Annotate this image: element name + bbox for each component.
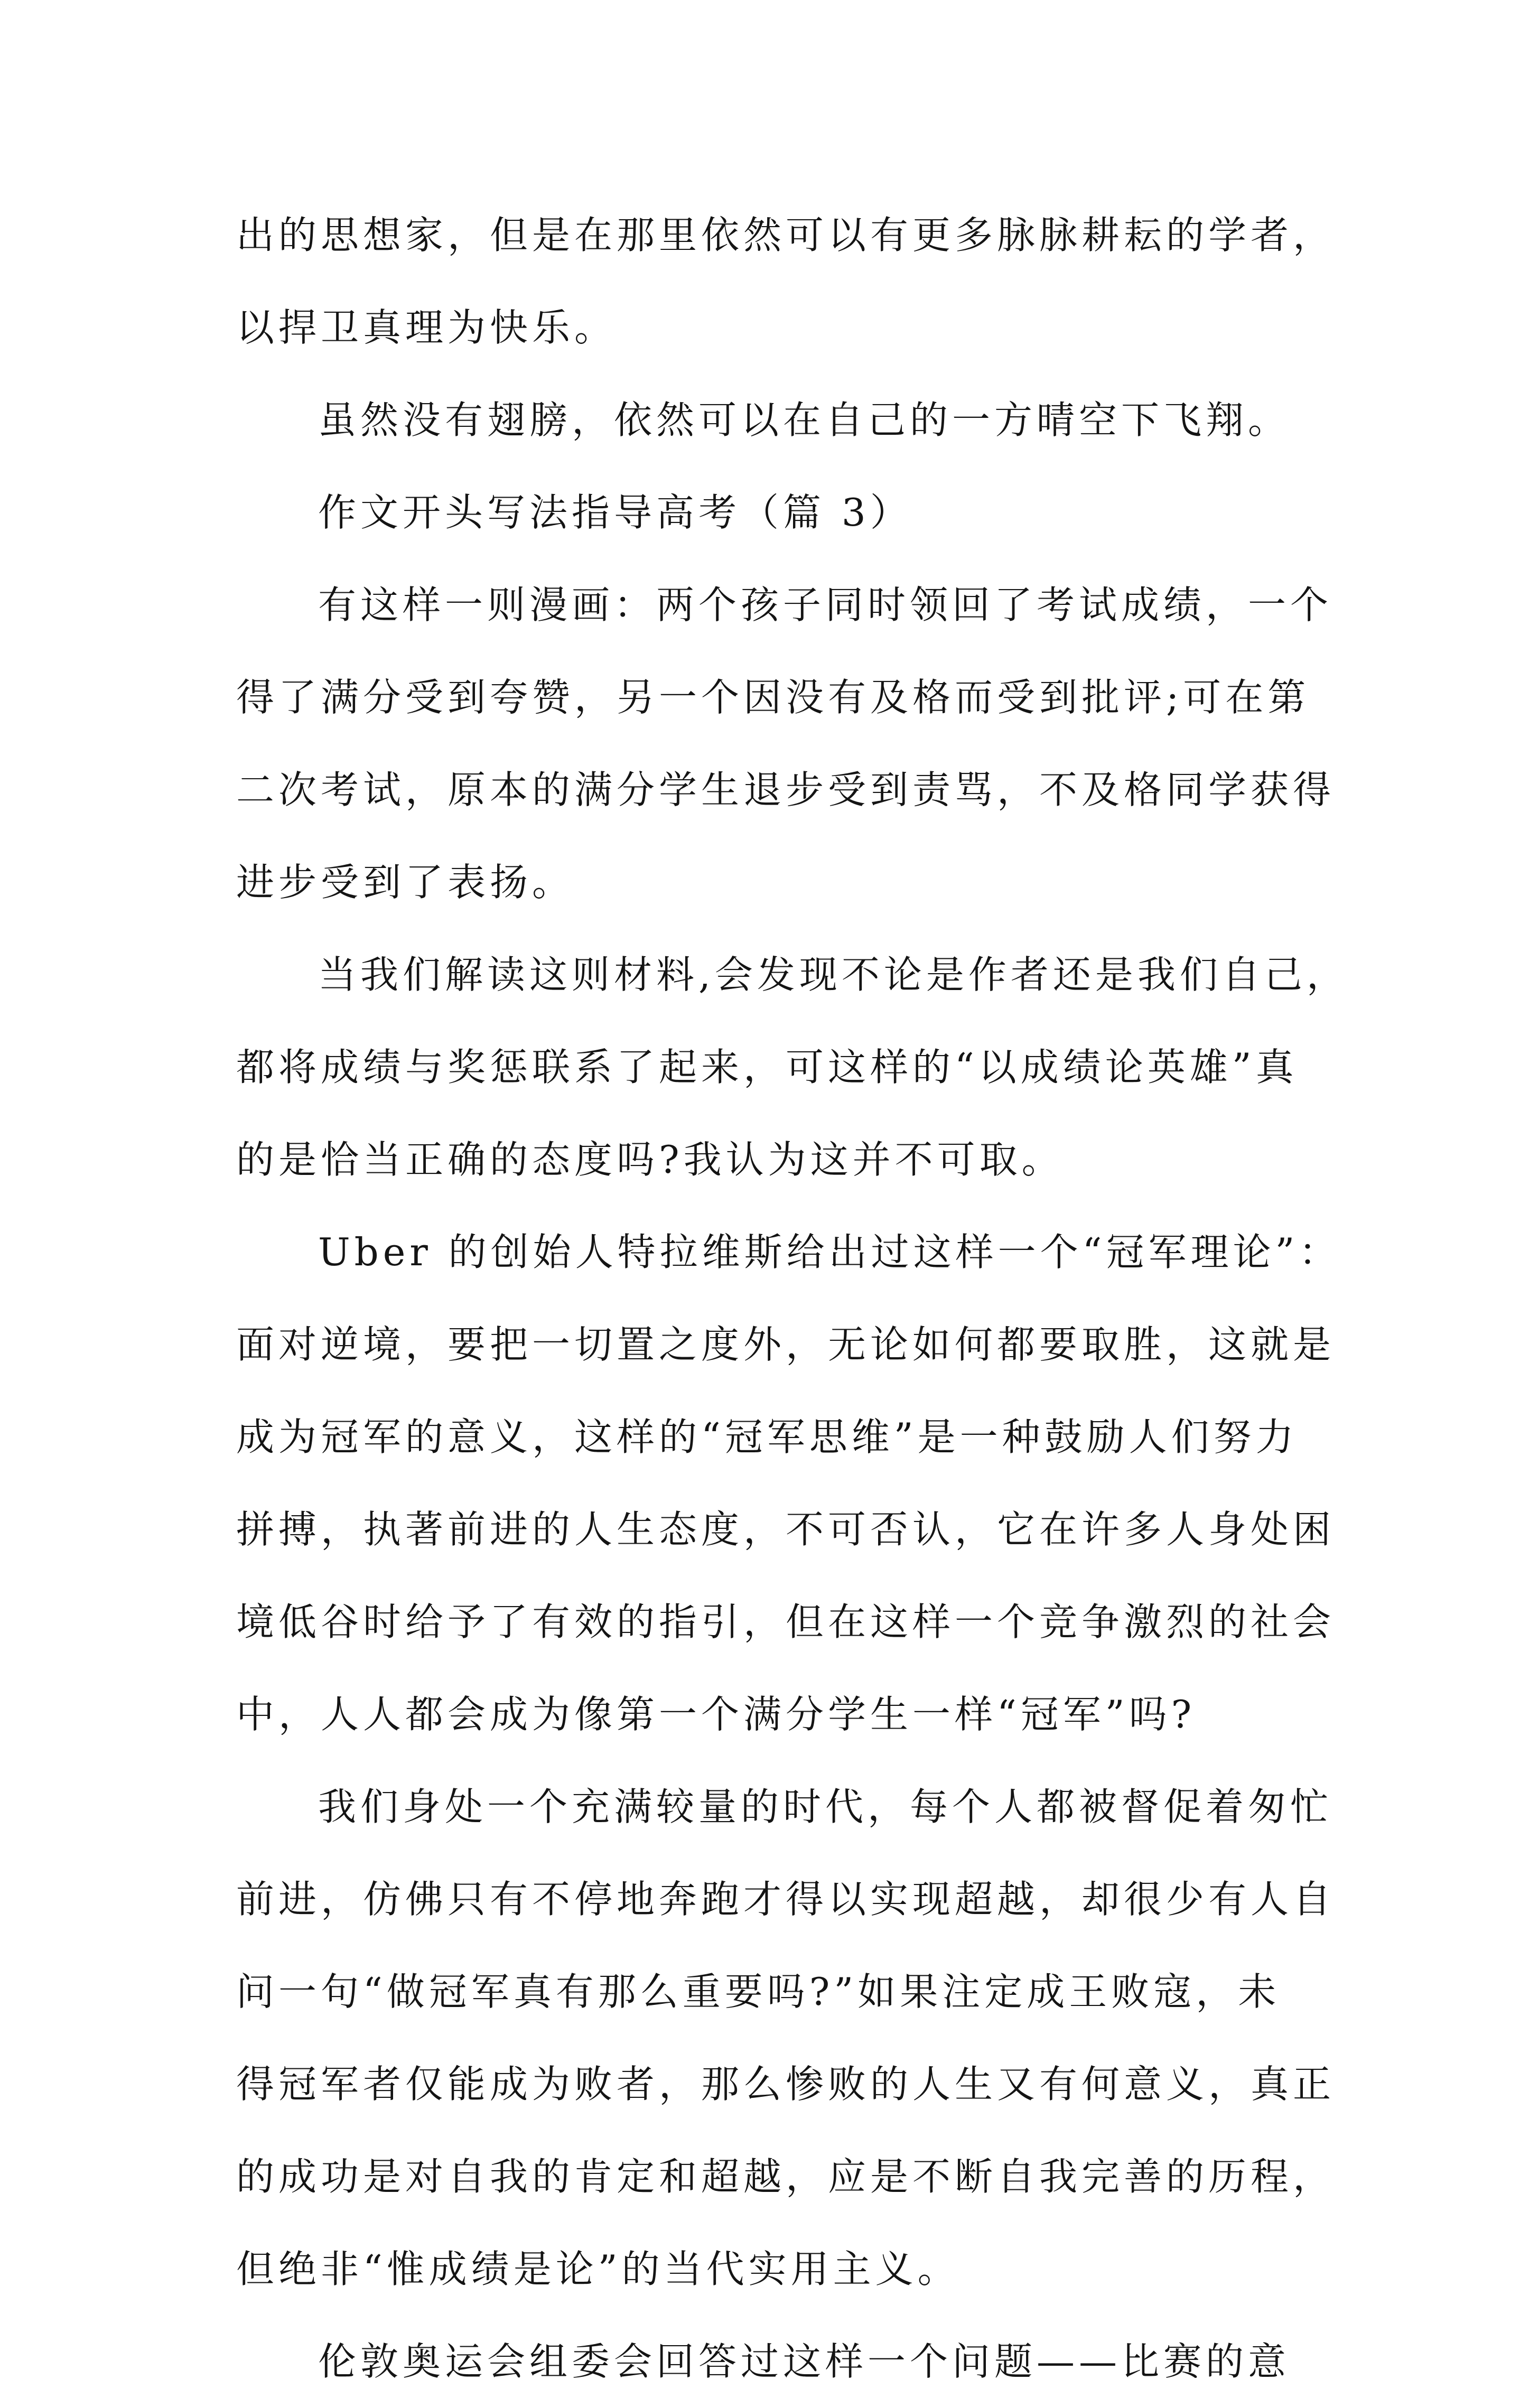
text-line: 问一句“做冠军真有那么重要吗?”如果注定成王败寇，未	[236, 1970, 1281, 2014]
section-heading: 作文开头写法指导高考（篇 3）	[318, 490, 912, 535]
text-line: 成为冠军的意义，这样的“冠军思维”是一种鼓励人们努力	[236, 1415, 1298, 1459]
text-line: 都将成绩与奖惩联系了起来，可这样的“以成绩论英雄”真	[236, 1045, 1298, 1089]
text-line: 虽然没有翅膀，依然可以在自己的一方晴空下飞翔。	[318, 398, 1291, 442]
text-line: 但绝非“惟成绩是论”的当代实用主义。	[236, 2247, 960, 2291]
text-line: 的是恰当正确的态度吗?我认为这并不可取。	[236, 1137, 1064, 1182]
text-line: 拼搏，执著前进的人生态度，不可否认，它在许多人身处困	[236, 1507, 1336, 1552]
text-line: 的成功是对自我的肯定和超越，应是不断自我完善的历程，	[236, 2154, 1336, 2199]
text-line: 当我们解读这则材料,会发现不论是作者还是我们自己，	[318, 953, 1349, 997]
text-line: 有这样一则漫画：两个孩子同时领回了考试成绩，一个	[318, 583, 1333, 627]
text-line: 中，人人都会成为像第一个满分学生一样“冠军”吗?	[236, 1692, 1196, 1737]
text-line: Uber 的创始人特拉维斯给出过这样一个“冠军理论”：	[318, 1230, 1341, 1274]
text-line: 得了满分受到夸赞，另一个因没有及格而受到批评;可在第	[236, 675, 1310, 720]
text-line: 前进，仿佛只有不停地奔跑才得以实现超越，却很少有人自	[236, 1877, 1336, 1921]
text-line: 二次考试，原本的满分学生退步受到责骂，不及格同学获得	[236, 768, 1336, 812]
text-line: 进步受到了表扬。	[236, 860, 575, 904]
text-line: 我们身处一个充满较量的时代，每个人都被督促着匆忙	[318, 1785, 1333, 1829]
text-line: 得冠军者仅能成为败者，那么惨败的人生又有何意义，真正	[236, 2062, 1336, 2106]
text-line: 伦敦奥运会组委会回答过这样一个问题——比赛的意	[318, 2339, 1291, 2384]
text-line: 以捍卫真理为快乐。	[236, 305, 617, 350]
text-line: 境低谷时给予了有效的指引，但在这样一个竞争激烈的社会	[236, 1600, 1336, 1644]
document-body	[236, 189, 1349, 2408]
text-line: 出的思想家，但是在那里依然可以有更多脉脉耕耘的学者，	[236, 213, 1336, 257]
text-line: 面对逆境，要把一切置之度外，无论如何都要取胜，这就是	[236, 1322, 1336, 1367]
